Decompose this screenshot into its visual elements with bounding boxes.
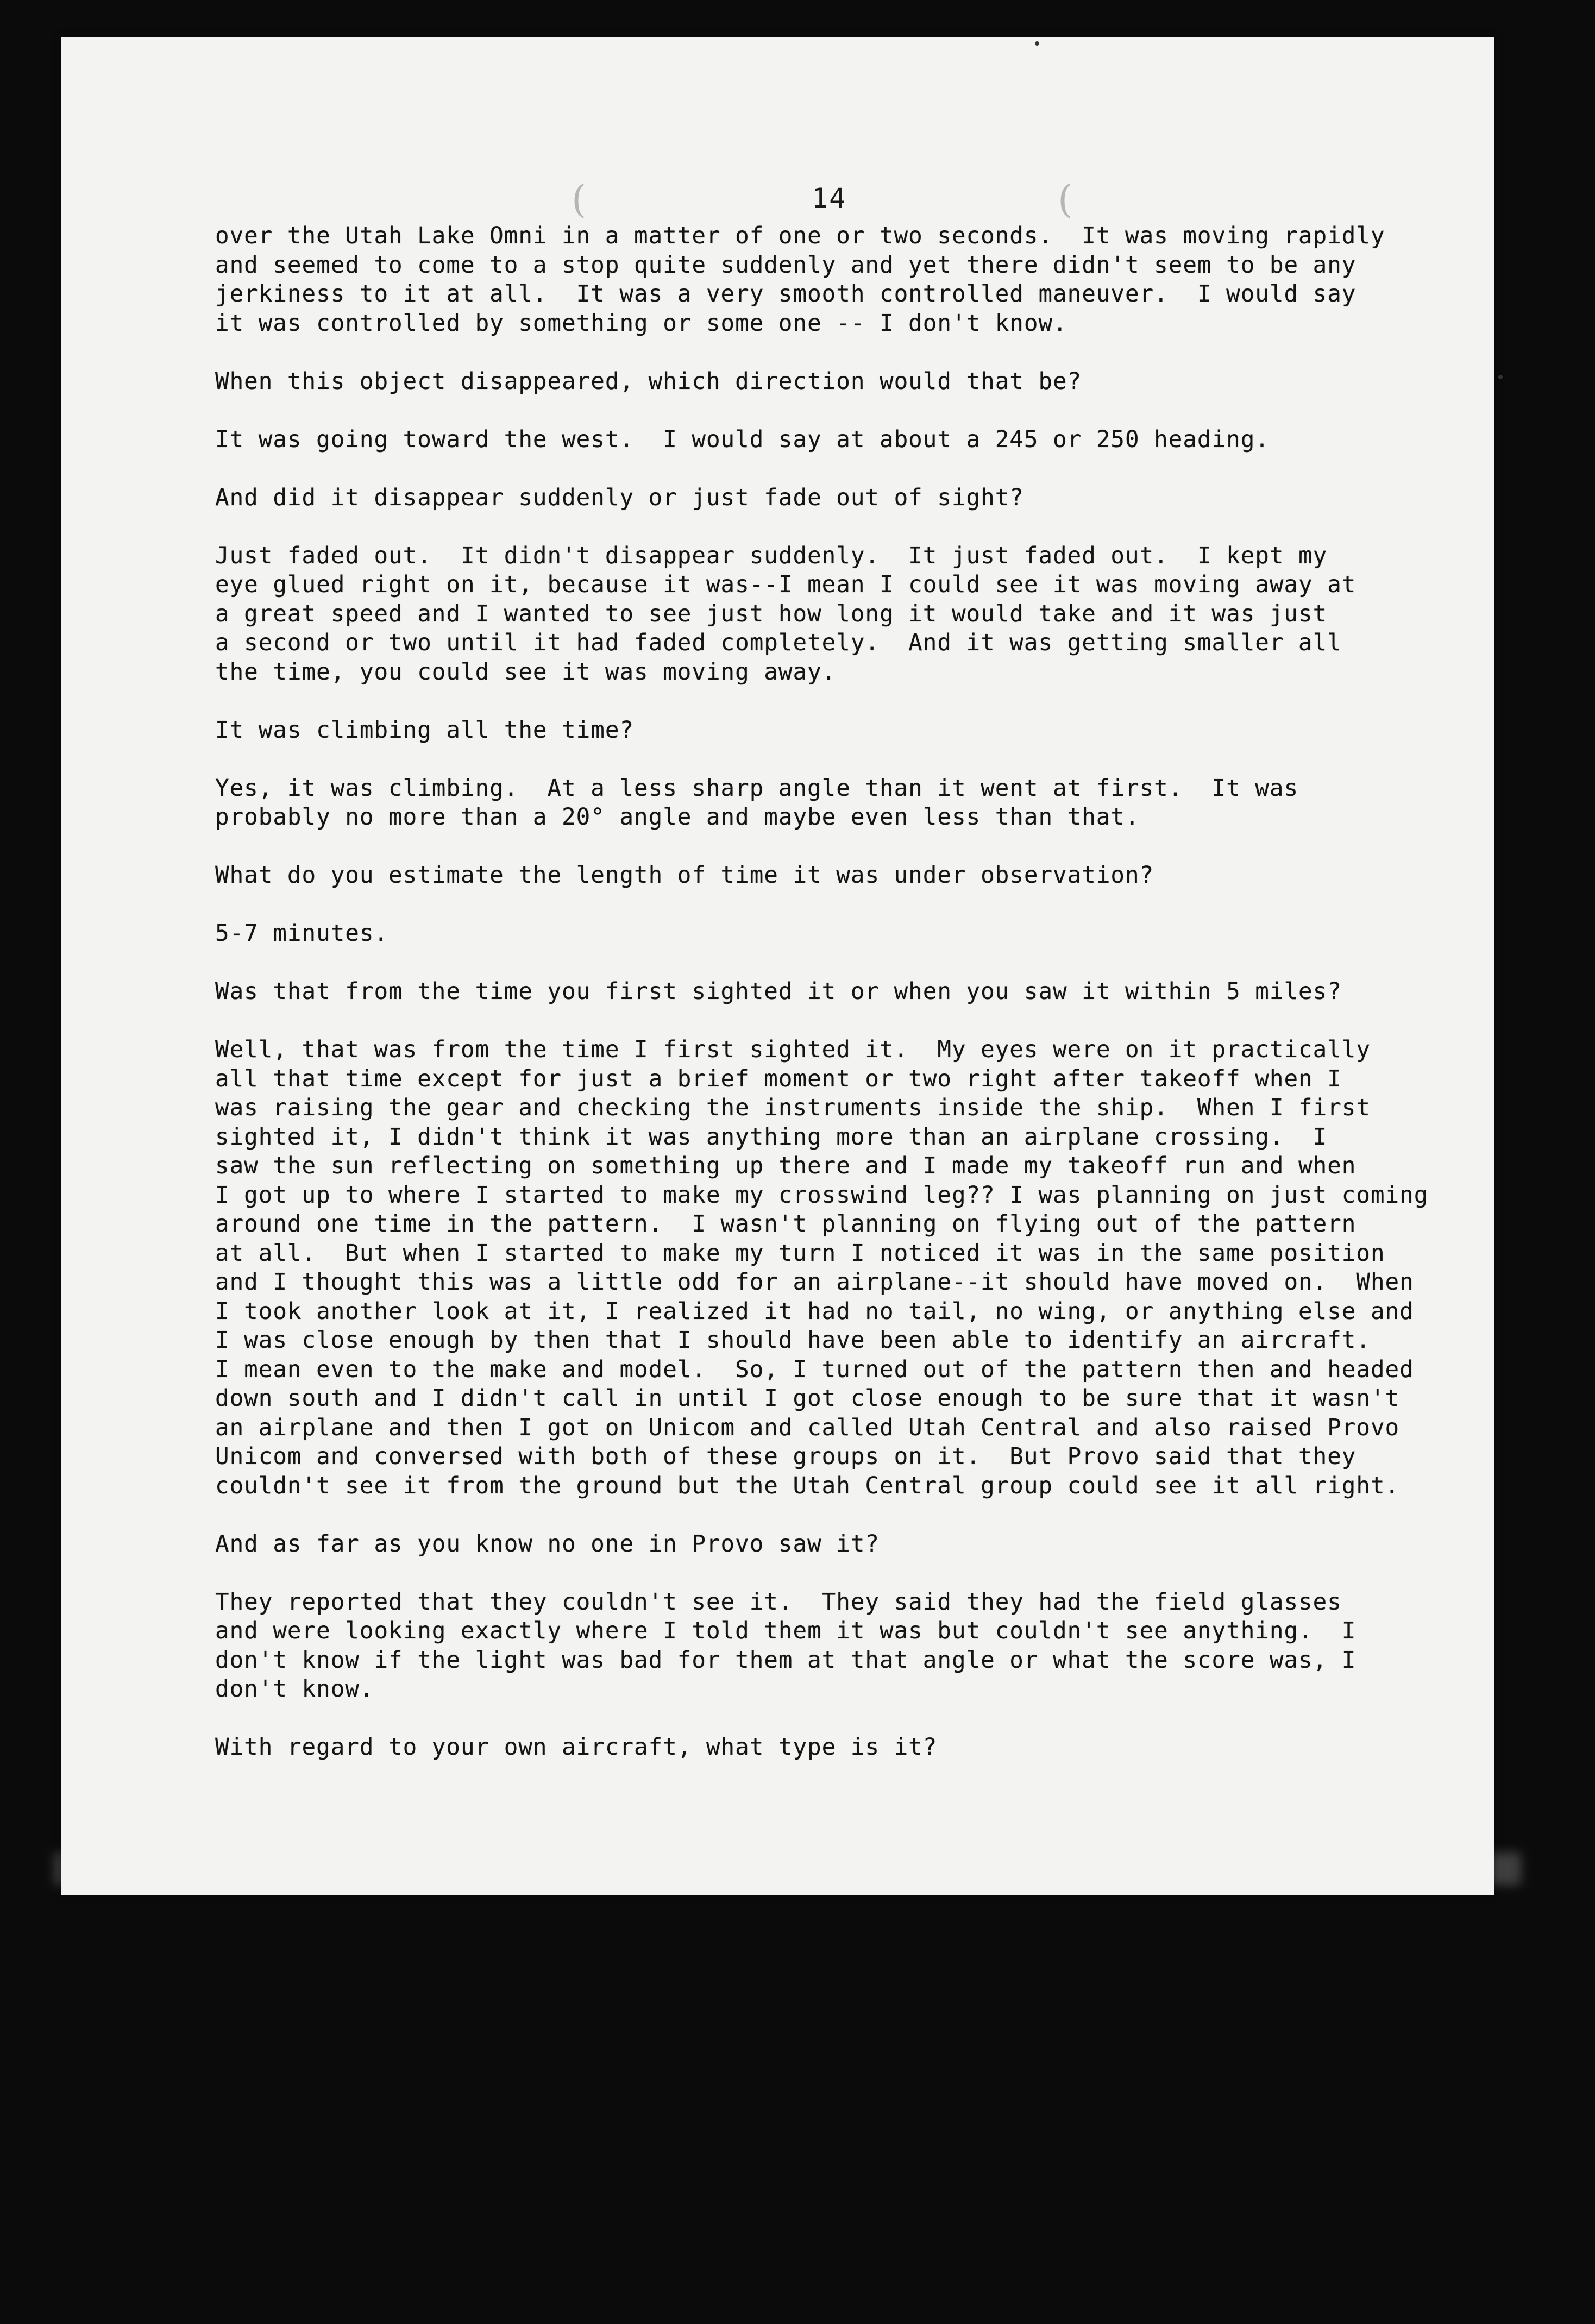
text-line: probably no more than a 20° angle and maybe even less than that. <box>215 804 1140 831</box>
text-line: I took another look at it, I realized it had no tail, no wing, or anything else and <box>215 1298 1414 1325</box>
text-line: And as far as you know no one in Provo saw it? <box>215 1530 880 1557</box>
transcript-paragraph <box>215 367 1486 397</box>
transcript-paragraph <box>215 1035 1486 1500</box>
text-line: Was that from the time you first sighted it or when you saw it within 5 miles? <box>215 978 1342 1005</box>
text-line: a great speed and I wanted to see just how long it would take and it was just <box>215 600 1328 627</box>
text-line: I mean even to the make and model. So, I turned out of the pattern then and headed <box>215 1356 1414 1383</box>
text-line: the time, you could see it was moving away. <box>215 658 837 686</box>
text-line: With regard to your own aircraft, what type is it? <box>215 1734 938 1761</box>
transcript-paragraph <box>215 1530 1486 1559</box>
transcript-paragraph <box>215 861 1486 890</box>
transcript-paragraph <box>215 1733 1486 1762</box>
text-line: and seemed to come to a stop quite suddenly and yet there didn't seem to be any <box>215 252 1357 279</box>
speck-mark <box>1498 375 1503 379</box>
text-line: Well, that was from the time I first sighted it. My eyes were on it practically <box>215 1037 1371 1063</box>
transcript-paragraph <box>215 222 1486 338</box>
text-line: and I thought this was a little odd for an airplane--it should have moved on. When <box>215 1269 1414 1296</box>
text-line: over the Utah Lake Omni in a matter of one or two seconds. It was moving rapidly <box>215 223 1385 249</box>
transcript-paragraph <box>215 977 1486 1007</box>
text-line: don't know if the light was bad for them at that angle or what the score was, I <box>215 1647 1357 1674</box>
text-line: it was controlled by something or some one -- I don't know. <box>215 310 1067 337</box>
speck-mark <box>1035 41 1039 46</box>
transcript-body <box>215 222 1486 1791</box>
text-line: around one time in the pattern. I wasn't planning on flying out of the pattern <box>215 1211 1357 1238</box>
text-line: at all. But when I started to make my turn I noticed it was in the same position <box>215 1240 1385 1267</box>
text-line: I got up to where I started to make my crosswind leg?? I was planning on just coming <box>215 1182 1429 1209</box>
text-line: sighted it, I didn't think it was anything more than an airplane crossing. I <box>215 1123 1328 1151</box>
text-line: Yes, it was climbing. At a less sharp angle than it went at first. It was <box>215 775 1299 802</box>
text-line: It was climbing all the time? <box>215 717 635 744</box>
transcript-paragraph <box>215 425 1486 455</box>
text-line: saw the sun reflecting on something up there and I made my takeoff run and when <box>215 1153 1357 1179</box>
text-line: They reported that they couldn't see it. They said they had the field glasses <box>215 1588 1342 1616</box>
text-line: and were looking exactly where I told them it was but couldn't see anything. I <box>215 1618 1357 1644</box>
text-line: couldn't see it from the ground but the Utah Central group could see it all right. <box>215 1472 1400 1499</box>
page-number: 14 <box>812 183 847 214</box>
text-line: eye glued right on it, because it was--I mean I could see it was moving away at <box>215 571 1357 598</box>
text-line: 5-7 minutes. <box>215 920 389 947</box>
text-line: When this object disappeared, which direction would that be? <box>215 368 1082 395</box>
transcript-paragraph <box>215 1588 1486 1704</box>
text-line: all that time except for just a brief moment or two right after takeoff when I <box>215 1065 1342 1092</box>
text-line: was raising the gear and checking the instruments inside the ship. When I first <box>215 1095 1371 1121</box>
text-line: down south and I didn't call in until I got close enough to be sure that it wasn't <box>215 1385 1400 1412</box>
transcript-paragraph <box>215 716 1486 745</box>
hole-punch-mark-left: ( <box>572 177 587 222</box>
text-line: don't know. <box>215 1676 374 1703</box>
text-line: an airplane and then I got on Unicom and called Utah Central and also raised Provo <box>215 1414 1400 1441</box>
text-line: It was going toward the west. I would say at about a 245 or 250 heading. <box>215 426 1270 453</box>
transcript-paragraph <box>215 774 1486 832</box>
transcript-paragraph <box>215 483 1486 513</box>
text-line: Just faded out. It didn't disappear suddenly. It just faded out. I kept my <box>215 542 1328 569</box>
text-line: Unicom and conversed with both of these groups on it. But Provo said that they <box>215 1443 1357 1470</box>
text-line: jerkiness to it at all. It was a very smooth controlled maneuver. I would say <box>215 281 1357 307</box>
text-line: a second or two until it had faded completely. And it was getting smaller all <box>215 630 1342 656</box>
text-line: What do you estimate the length of time it was under observation? <box>215 862 1154 889</box>
transcript-paragraph <box>215 919 1486 949</box>
hole-punch-mark-right: ( <box>1058 177 1073 222</box>
transcript-paragraph <box>215 542 1486 687</box>
text-line: I was close enough by then that I should have been able to identify an aircraft. <box>215 1327 1371 1354</box>
text-line: And did it disappear suddenly or just fade out of sight? <box>215 484 1024 511</box>
